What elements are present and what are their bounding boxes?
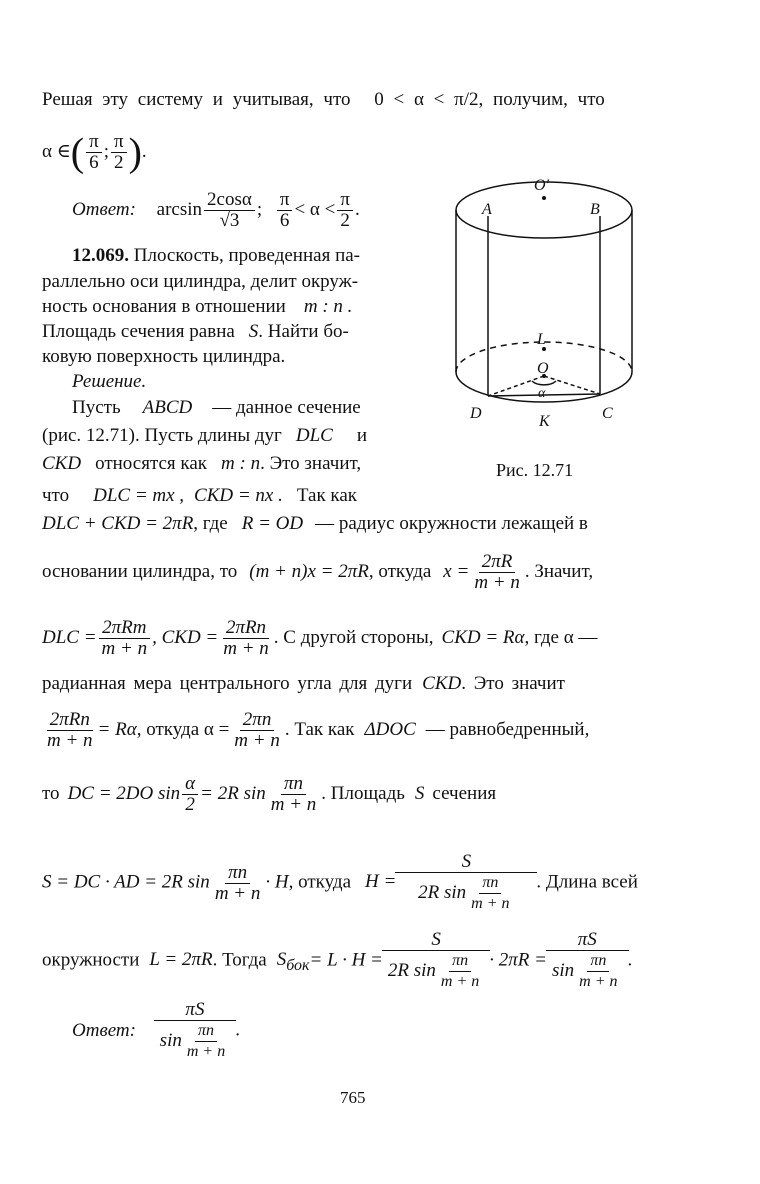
text-line: (рис. 12.71). Пусть длины дуг DLC и	[42, 425, 367, 446]
text-line: Пусть ABCD — данное сечение	[72, 397, 361, 418]
fraction: $\frac{\pi}{6}$	[86, 132, 102, 173]
formula-line: 2πRn m + n = Rα, откуда α = $\frac{2\pi n}{m + n}$ . Так как ΔDOC — равнобедренный,	[42, 710, 589, 751]
condition: 0 < α < π/2	[374, 89, 479, 110]
fraction: $\frac{\pi}{6}$	[277, 190, 293, 231]
radius-oc	[544, 376, 600, 394]
label-c: C	[602, 405, 613, 422]
text-line	[42, 88, 605, 112]
label-alpha: α	[538, 386, 546, 401]
label-o: O	[537, 360, 549, 377]
fraction: 2πRn m + n	[47, 709, 93, 751]
solution-label: Решение.	[72, 371, 147, 392]
label-d: D	[470, 405, 482, 422]
text-line: что DLC = mx , CKD = nx . Так как	[42, 485, 358, 506]
problem-number: 12.069.	[72, 245, 129, 266]
fraction: $\frac{2\cos\alpha}{√3}$	[204, 190, 255, 231]
radius-od	[488, 376, 544, 396]
problem-line: Площадь сечения равна S. Найти бо-	[42, 321, 349, 342]
formula-line: то DC = 2DO sin $\frac{\alpha}{2}$ = 2R sin $\frac{\pi n}{m + n}$ . Площадь S сечения	[42, 773, 497, 815]
page-number: 765	[340, 1088, 366, 1107]
fraction: $\frac{2\pi R}{m + n}$	[474, 551, 520, 593]
answer-line: Ответ: πS sin $\frac{\pi n}{m + n}$ .	[72, 999, 240, 1060]
angle-arc	[532, 381, 556, 385]
text-line: CKD относятся как m : n. Это значит,	[42, 453, 362, 474]
fraction: S 2R sin $\frac{\pi n}{m + n}$	[398, 852, 534, 914]
text-line: основании цилиндра, то (m + n)x = 2πR, откуда x = $\frac{2\pi R}{m + n}$ . Значит,	[42, 551, 594, 593]
fraction: $\frac{\alpha}{2}$	[182, 774, 198, 815]
formula-line: DLC = 2πRm m + n , CKD = 2πRn m + n . С другой стороны, CKD = Rα, где α —	[42, 617, 598, 659]
text-line: радианная мера центрального угла для дуги CKD. Это значит	[42, 673, 565, 694]
fraction: $\frac{\pi}{2}$	[337, 190, 353, 231]
fraction: S 2R sin $\frac{\pi n}{m + n}$	[385, 930, 487, 992]
interval-line: α ∈( $\frac{\pi}{6}$ ; $\frac{\pi}{2}$ ).	[42, 129, 147, 175]
fraction: 2πRm m + n	[99, 618, 151, 659]
label-b: B	[590, 201, 600, 218]
text: , получим, что	[478, 89, 605, 110]
problem-line: ковую поверхность цилиндра.	[42, 346, 286, 367]
fraction: $\frac{2\pi n}{m + n}$	[234, 709, 280, 751]
label-k: K	[539, 413, 550, 430]
cylinder-figure	[440, 160, 660, 440]
fraction: $\frac{\pi}{2}$	[111, 132, 127, 173]
problem-line: ность основания в отношении m : n .	[42, 296, 353, 317]
problem-line: раллельно оси цилиндра, делит окруж-	[42, 271, 359, 292]
label-l: L	[537, 331, 546, 348]
answer-line: Ответ: arcsin $\frac{2\cos\alpha}{√3}$ ; $\frac{\pi}{6}$ < α < $\frac{\pi}{2}$ .	[72, 189, 360, 231]
fraction: 2πRn m + n	[223, 617, 269, 659]
figure-caption: Рис. 12.71	[496, 460, 574, 480]
text: α ∈	[42, 140, 71, 162]
fraction: $\frac{\pi n}{m + n}$	[214, 861, 261, 904]
answer-label: Ответ:	[72, 1020, 136, 1041]
label-o-prime: O′	[534, 177, 550, 194]
fraction: πS sin $\frac{\pi n}{m + n}$	[549, 930, 626, 992]
formula-line: окружности L = 2πR. Тогда $S_{бок}= L \cdot H$ = S 2R sin $\frac{\pi n}{m + n}$ · 2πR = πS sin $\frac{\pi n}{m + n}$ .	[42, 929, 633, 990]
answer-label: Ответ:	[72, 198, 136, 220]
fraction: $\frac{\pi n}{m + n}$	[270, 773, 317, 815]
problem-line: 12.069. Плоскость, проведенная па-	[72, 245, 360, 266]
fraction: πS sin $\frac{\pi n}{m + n}$	[157, 1000, 234, 1062]
label-a: A	[482, 201, 492, 218]
text: Решая эту систему и учитывая, что	[42, 89, 351, 110]
point-o-prime	[542, 196, 546, 200]
text-line: DLC + CKD = 2πR, где R = OD — радиус окружности лежащей в	[42, 513, 588, 534]
formula-line: S = DC · AD = 2R sin $\frac{\pi n}{m + n}$ · H, откуда H = S 2R sin $\frac{\pi n}{m + n}$ . Длина всей	[42, 851, 638, 912]
